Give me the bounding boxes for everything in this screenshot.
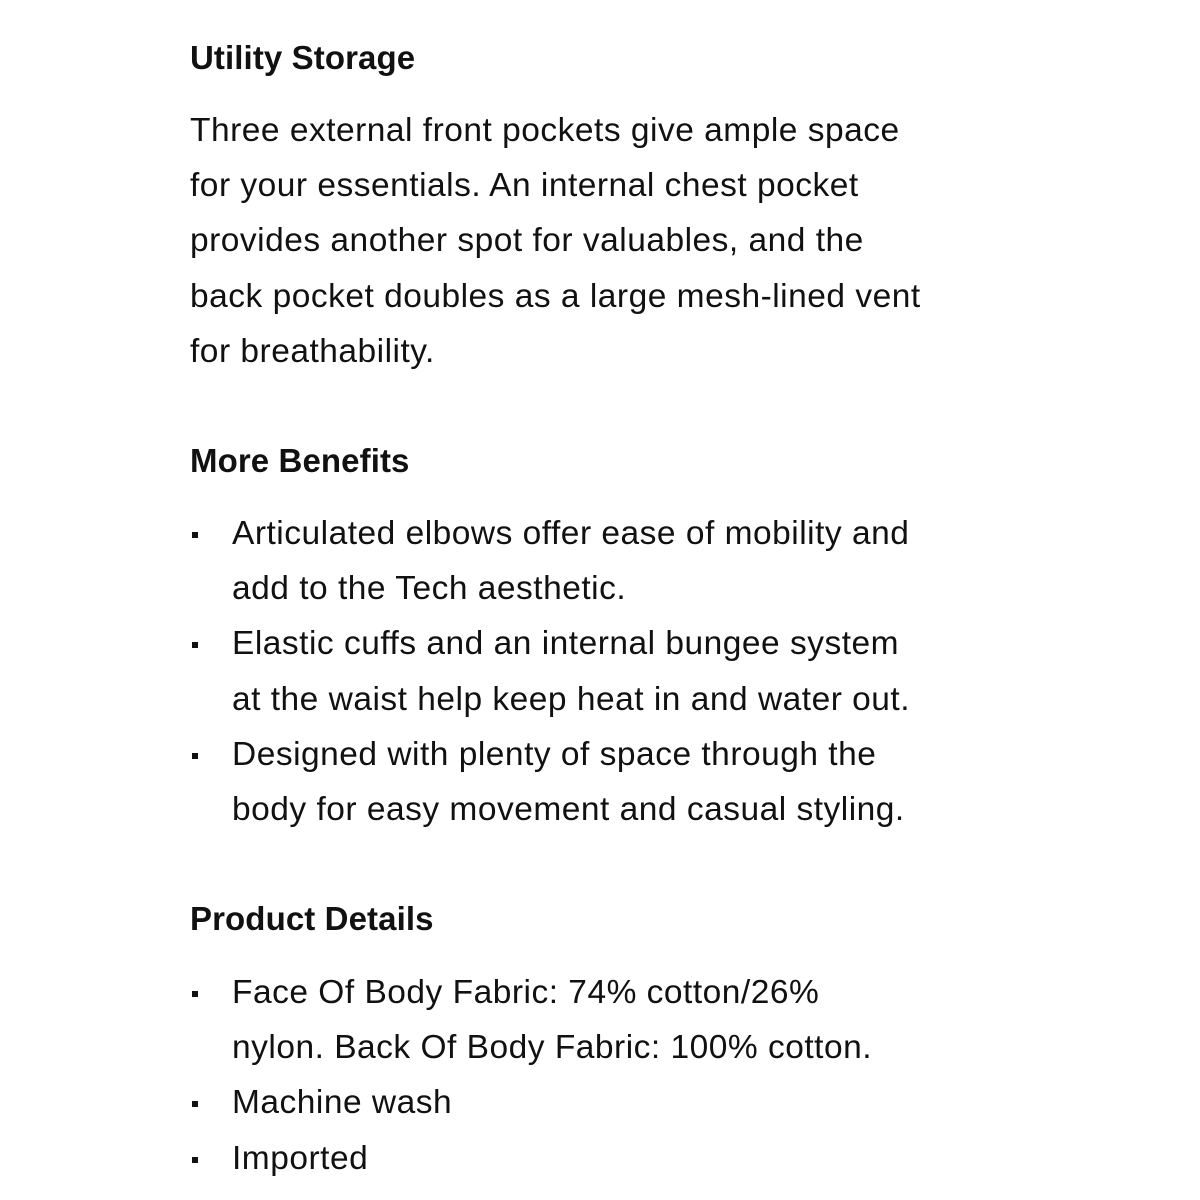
- list-item-line: add to the Tech aesthetic.: [232, 570, 627, 608]
- bullet-icon: [192, 1101, 198, 1107]
- product-description: [190, 0, 1050, 1200]
- list-item-line: Designed with plenty of space through the: [232, 735, 877, 773]
- list-item-line: body for easy movement and casual styling.: [232, 791, 905, 829]
- paragraph-line: for your essentials. An internal chest pocket: [190, 167, 859, 205]
- bullet-icon: [192, 642, 198, 648]
- paragraph-line: provides another spot for valuables, and the: [190, 222, 864, 260]
- list-item: [190, 1075, 1050, 1130]
- more-benefits-list: [190, 506, 1050, 837]
- list-item-line: Articulated elbows offer ease of mobility and: [232, 515, 910, 552]
- list-item: [190, 727, 1050, 837]
- list-item-line: Imported: [232, 1139, 369, 1177]
- bullet-icon: [192, 1157, 198, 1163]
- list-item: [190, 506, 1050, 616]
- list-item-line: Machine wash: [232, 1084, 453, 1122]
- utility-storage-paragraph: [190, 103, 1040, 379]
- bullet-icon: [192, 532, 198, 538]
- list-item-line: Elastic cuffs and an internal bungee system: [232, 625, 900, 663]
- product-details-list: [190, 965, 1050, 1186]
- list-item: [190, 616, 1050, 726]
- product-details-heading: Product Details: [190, 900, 434, 937]
- list-item-line: nylon. Back Of Body Fabric: 100% cotton.: [232, 1029, 873, 1067]
- list-item: [190, 1131, 1050, 1186]
- paragraph-line: back pocket doubles as a large mesh-lined vent: [190, 277, 921, 315]
- list-item: [190, 965, 1050, 1075]
- utility-storage-heading: Utility Storage: [190, 39, 416, 76]
- more-benefits-heading: More Benefits: [190, 442, 410, 479]
- bullet-icon: [192, 991, 198, 997]
- list-item-line: at the waist help keep heat in and water out.: [232, 680, 911, 718]
- paragraph-line: for breathability.: [190, 332, 435, 370]
- paragraph-line: Three external front pockets give ample space: [190, 112, 900, 149]
- list-item-line: Face Of Body Fabric: 74% cotton/26%: [232, 974, 820, 1011]
- bullet-icon: [192, 753, 198, 759]
